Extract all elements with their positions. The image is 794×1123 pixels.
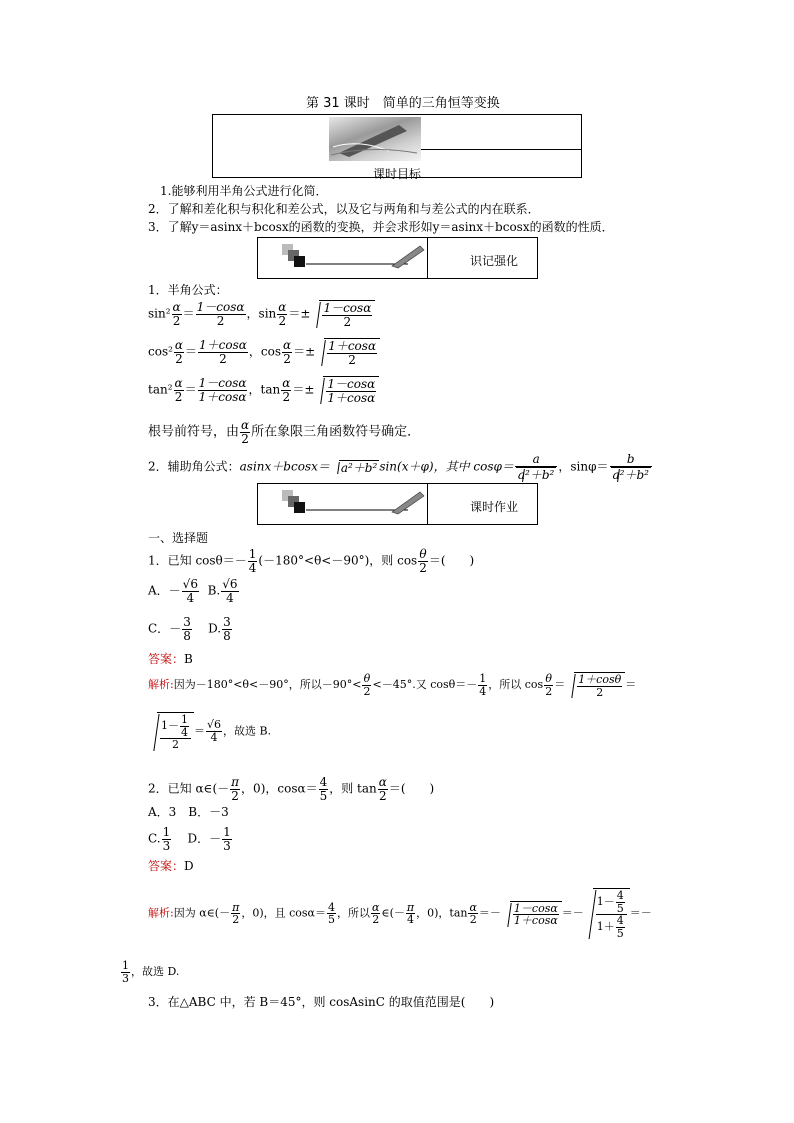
goal-1: 1.能够利用半角公式进行化简．: [160, 184, 328, 198]
section-divider: [427, 484, 428, 524]
q1-options-cd: C．－ $\frac{3}{8}$ D. $\frac{3}{8}$: [148, 615, 231, 643]
banner-underline: [421, 149, 582, 150]
q1-analysis: 解析:因为－180°<θ<－90°，所以－90°< $\frac{\theta}{2}$ <－45°.又 cosθ＝－ $\frac{1}{4}$ ，所以 cos $\frac{\theta}{2}$ ＝ $\frac{1+\cos\theta}{2}$ ＝: [148, 672, 637, 699]
section-divider: [427, 238, 428, 278]
part-title: 一、选择题: [148, 531, 209, 545]
q2-answer: 答案：D: [148, 859, 194, 873]
q1-stem: 1．已知 cosθ＝－ $\frac{1}{4}$ (－180°<θ<－90°)，则 cos $\frac{\theta}{2}$ ＝( ): [148, 547, 475, 575]
lesson-banner: [212, 114, 582, 181]
formula-tan: tan² $\frac{\alpha}{2}$ ＝ $\frac{1-\cos\alpha}{1+\cos\alpha}$ ，tan $\frac{\alpha}{2}$ ＝± $\frac{1-\cos\alpha}{1+\cos\alpha}$: [148, 376, 379, 404]
q1-answer: 答案：B: [148, 652, 193, 666]
q2-options-ab: A．3 B．－3: [148, 805, 229, 819]
half-angle-title: 1．半角公式：: [148, 283, 228, 297]
banner-pen-image: [329, 117, 421, 161]
sign-note: 根号前符号，由 $\frac{\alpha}{2}$ 所在象限三角函数符号确定．: [148, 418, 421, 446]
section-header-homework: [257, 483, 538, 525]
section-label-homework: 课时作业: [470, 500, 519, 514]
pencil-icon: [280, 488, 428, 518]
section-header-memorize: [257, 237, 538, 279]
formula-sin: sin² $\frac{\alpha}{2}$ ＝ $\frac{1-\cos\alpha}{2}$ ，sin $\frac{\alpha}{2}$ ＝± $\frac{1-\cos\alpha}{2}$: [148, 300, 375, 328]
q2-analysis: 解析:因为 α∈(－ $\frac{\pi}{2}$ ，0)，且 cosα＝ $\frac{4}{5}$ ，所以 $\frac{\alpha}{2}$ ∈(－ $\frac{\pi}{4}$ ，0)，tan $\frac{\alpha}{2}$ ＝－ $\frac{1-\cos\alpha}{1+\cos\alpha}$ ＝－ 1－ $\frac{4}{5}$ 1＋ $\frac{4}{5}$ ＝－: [148, 889, 652, 940]
pencil-icon: [280, 242, 428, 272]
formula-cos: cos² $\frac{\alpha}{2}$ ＝ $\frac{1+\cos\alpha}{2}$ ，cos $\frac{\alpha}{2}$ ＝± $\frac{1+\cos\alpha}{2}$: [148, 338, 380, 366]
q1-analysis-cont: 1－ $\frac{1}{4}$ 2 ＝ $\frac{√6}{4}$ ，故选 B.: [148, 712, 271, 751]
banner-caption: 课时目标: [372, 167, 421, 181]
page-title: 第 31 课时 简单的三角恒等变换: [306, 96, 500, 111]
goal-3: 3．了解y＝asinx＋bcosx的函数的变换，并会求形如y＝asinx＋bcosx的函数的性质．: [148, 220, 614, 234]
q2-stem: 2．已知 α∈(－ $\frac{\pi}{2}$ ，0)，cosα＝ $\frac{4}{5}$ ，则 tan $\frac{\alpha}{2}$ ＝( ): [148, 775, 435, 803]
q3-stem: 3．在△ABC 中，若 B＝45°，则 cosAsinC 的取值范围是( ): [148, 995, 495, 1009]
goal-2: 2．了解和差化积与积化和差公式，以及它与两角和与差公式的内在联系．: [148, 202, 540, 216]
pen-icon: [329, 117, 421, 161]
q1-options-ab: A．－ $\frac{√6}{4}$ B. $\frac{√6}{4}$: [148, 577, 238, 605]
section-label-memorize: 识记强化: [470, 254, 519, 268]
aux-angle-formula: 2．辅助角公式：asinx＋bcosx＝ a²＋b² sin(x＋φ)，其中 cosφ＝ $\frac{a}{\text{a²＋b²}}$ ，sinφ＝ $\frac{b}{\text{a²＋b²}}$: [148, 453, 653, 481]
q2-options-cd: C. $\frac{1}{3}$ D．－ $\frac{1}{3}$: [148, 825, 231, 853]
q2-analysis-cont: $\frac{1}{3}$ ，故选 D.: [122, 959, 180, 985]
